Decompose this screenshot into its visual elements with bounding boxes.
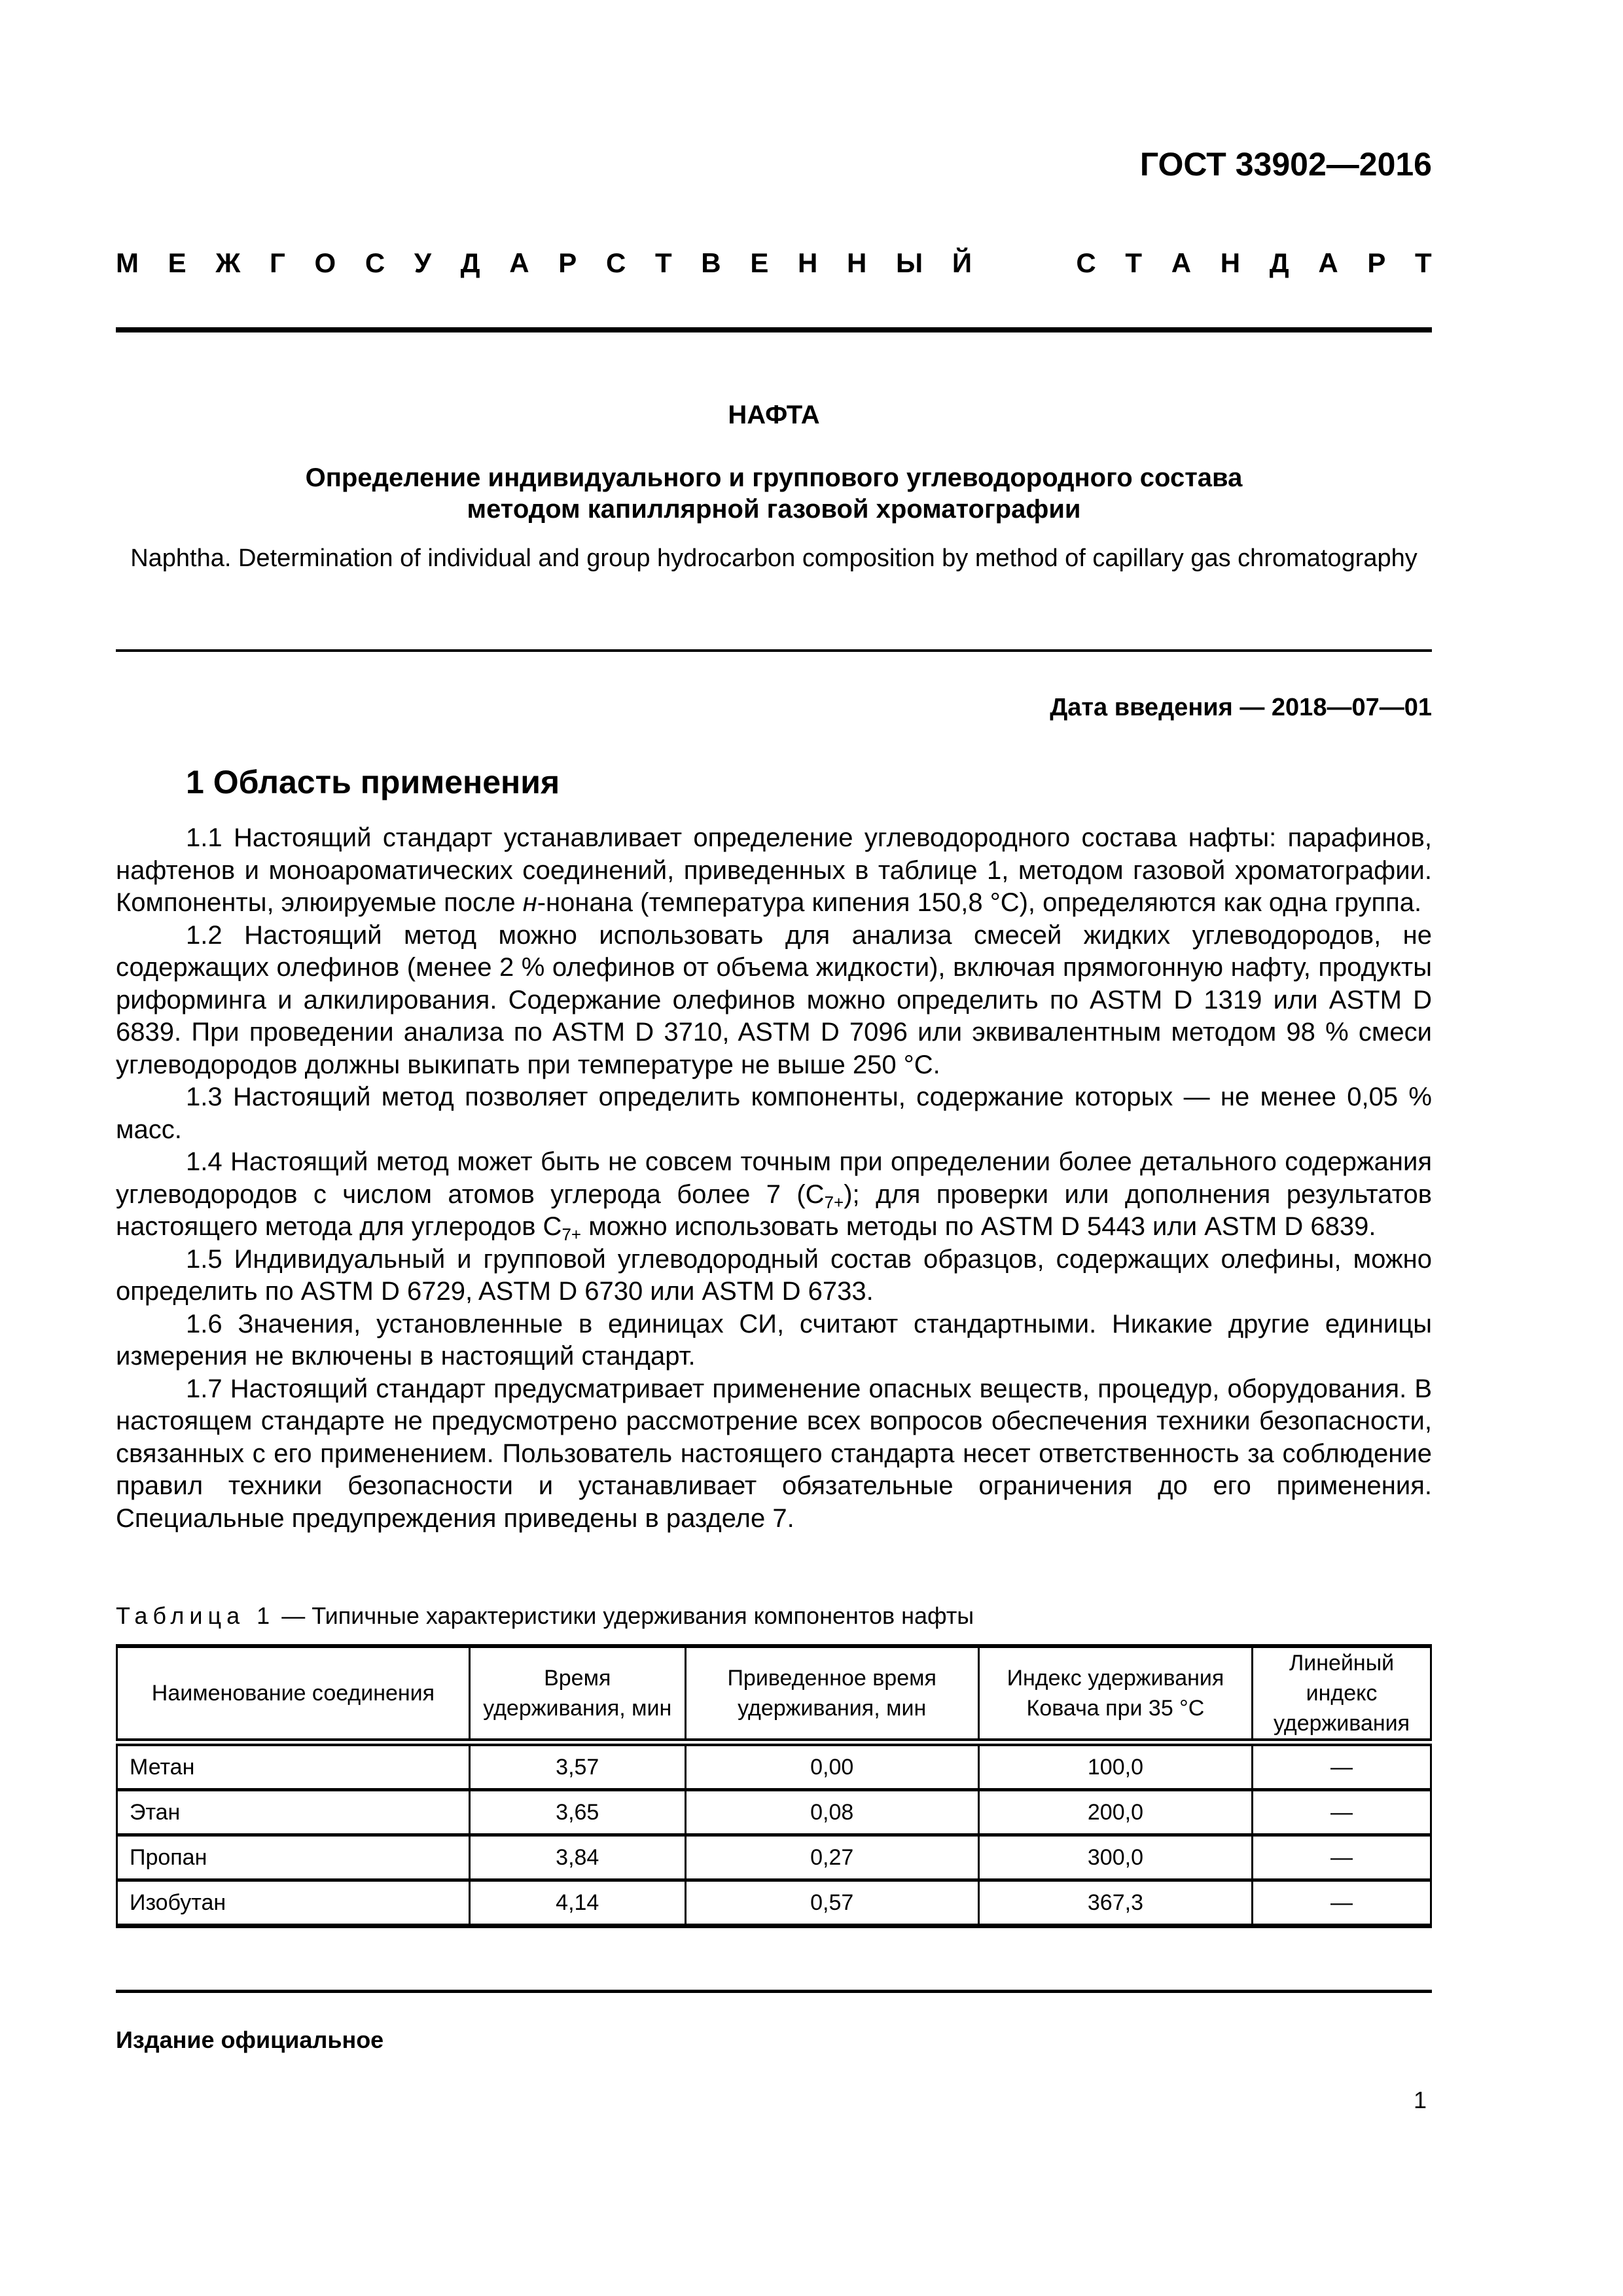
- subscript: 7+: [562, 1225, 582, 1244]
- letter: У: [414, 247, 431, 278]
- letter: Р: [1367, 247, 1386, 278]
- letter: Е: [168, 247, 187, 278]
- document-subtitle: [116, 462, 1432, 525]
- header-linear-index: Линейный индекс удерживания: [1253, 1646, 1431, 1742]
- text: -нонана (температура кипения 150,8 °С), определяются как одна группа.: [537, 888, 1422, 917]
- date-of-introduction: Дата введения — 2018—07—01: [1050, 694, 1432, 721]
- cell-linear-index: —: [1253, 1790, 1431, 1835]
- text: ); для проверки или дополнения результатов настоящего метода для углеродов С: [116, 1179, 1432, 1241]
- letter: Д: [460, 247, 480, 278]
- cell-compound: Этан: [117, 1790, 470, 1835]
- cell-retention-time: 3,65: [469, 1790, 685, 1835]
- letter: Ж: [215, 247, 241, 278]
- text: 1.4 Настоящий метод может быть не совсем точным при определении более детального содержания углеводородов с числом атомов углерода более 7 (С: [116, 1147, 1432, 1209]
- footer-rule: [116, 1990, 1432, 1993]
- table-row: [117, 1790, 1431, 1835]
- cell-retention-time: 3,84: [469, 1835, 685, 1880]
- cell-linear-index: —: [1253, 1742, 1431, 1790]
- page-number: 1: [1413, 2087, 1427, 2113]
- table-caption: [116, 1602, 974, 1630]
- cell-compound: Изобутан: [117, 1880, 470, 1926]
- letter: Н: [1220, 247, 1241, 278]
- letter: Т: [654, 247, 672, 278]
- letter: Н: [847, 247, 867, 278]
- letter: Е: [750, 247, 769, 278]
- letter: Ы: [896, 247, 923, 278]
- letter: А: [1171, 247, 1192, 278]
- paragraph-1-2: 1.2 Настоящий метод можно использовать для анализа смесей жидких углеводородов, не содержащих олефинов (менее 2 % олефинов от объема жидкости), включая прямогонную нафту, продукты риформинга и алкилирования. Содержание олефинов можно определить по ASTM D 1319 или ASTM D 6839. При проведении анализа по ASTM D 3710, ASTM D 7096 или эквивалентным методом 98 % смеси углеводородов должны выкипать при температуре не выше 250 °С.: [116, 920, 1432, 1079]
- cell-adjusted-time: 0,00: [685, 1742, 978, 1790]
- table-caption-text: — Типичные характеристики удерживания компонентов нафты: [275, 1602, 974, 1629]
- paragraph-1-3: 1.3 Настоящий метод позволяет определить компоненты, содержание которых — не менее 0,05 % масс.: [116, 1083, 1432, 1144]
- subscript: 7+: [824, 1192, 844, 1212]
- subtitle-line-1: Определение индивидуального и группового углеводородного состава: [305, 463, 1243, 492]
- header-retention-time: Время удерживания, мин: [469, 1646, 685, 1742]
- text: можно использовать методы по ASTM D 5443 или ASTM D 6839.: [581, 1212, 1376, 1241]
- letter: М: [116, 247, 139, 278]
- letter: С: [1076, 247, 1096, 278]
- letter: Т: [1415, 247, 1432, 278]
- letter: А: [1318, 247, 1338, 278]
- cell-adjusted-time: 0,57: [685, 1880, 978, 1926]
- cell-retention-time: 3,57: [469, 1742, 685, 1790]
- section-heading: 1 Область применения: [186, 764, 560, 800]
- letter: Р: [558, 247, 577, 278]
- document-code: ГОСТ 33902—2016: [1139, 146, 1432, 183]
- cell-kovats-index: 300,0: [978, 1835, 1252, 1880]
- letter: А: [509, 247, 529, 278]
- table-row: [117, 1880, 1431, 1926]
- retention-table: [116, 1644, 1432, 1928]
- table-row: [117, 1835, 1431, 1880]
- letter: Т: [1125, 247, 1143, 278]
- letter: Й: [952, 247, 972, 278]
- letter: С: [365, 247, 385, 278]
- english-title: Naphtha. Determination of individual and group hydrocarbon composition by method of capillary gas chromatography: [130, 545, 1418, 572]
- letter: Г: [270, 247, 285, 278]
- subtitle-line-2: методом капиллярной газовой хроматографии: [467, 495, 1081, 524]
- cell-retention-time: 4,14: [469, 1880, 685, 1926]
- italic-text: н: [522, 888, 537, 917]
- letter: С: [605, 247, 626, 278]
- header-adjusted-retention-time: Приведенное время удерживания, мин: [685, 1646, 978, 1742]
- section-body: [116, 822, 1432, 1535]
- header-rule: [116, 327, 1432, 332]
- cell-kovats-index: 100,0: [978, 1742, 1252, 1790]
- title-rule: [116, 649, 1432, 652]
- word-gap: [1001, 247, 1047, 279]
- cell-compound: Пропан: [117, 1835, 470, 1880]
- paragraph-1-7: 1.7 Настоящий стандарт предусматривает применение опасных веществ, процедур, оборудования. В настоящем стандарте не предусмотрено рассмотрение всех вопросов обеспечения техники безопасности, связанных с его применением. Пользователь настоящего стандарта несет ответственность за соблюдение правил техники безопасности и устанавливает обязательные ограничения до его применения. Специальные предупреждения приведены в разделе 7.: [116, 1374, 1432, 1533]
- paragraph-1-4: [116, 1146, 1432, 1244]
- letter: Н: [798, 247, 818, 278]
- paragraph-1-6: 1.6 Значения, установленные в единицах СИ, считают стандартными. Никакие другие единицы измерения не включены в настоящий стандарт.: [116, 1309, 1432, 1371]
- cell-kovats-index: 200,0: [978, 1790, 1252, 1835]
- letter: В: [701, 247, 721, 278]
- cell-adjusted-time: 0,27: [685, 1835, 978, 1880]
- paragraph-1-1: [116, 822, 1432, 920]
- letter: О: [314, 247, 336, 278]
- cell-linear-index: —: [1253, 1835, 1431, 1880]
- paragraph-1-5: 1.5 Индивидуальный и групповой углеводородный состав образцов, содержащих олефины, можно определить по ASTM D 6729, ASTM D 6730 или ASTM D 6733.: [116, 1244, 1432, 1306]
- header-kovats-index: Индекс удерживания Ковача при 35 °С: [978, 1646, 1252, 1742]
- letter: Д: [1269, 247, 1289, 278]
- cell-compound: Метан: [117, 1742, 470, 1790]
- table-header-row: [117, 1646, 1431, 1742]
- table-caption-label: Таблица 1: [116, 1602, 276, 1629]
- standard-type-heading: [116, 247, 1432, 279]
- header-compound-name: Наименование соединения: [117, 1646, 470, 1742]
- edition-note: Издание официальное: [116, 2026, 384, 2053]
- cell-kovats-index: 367,3: [978, 1880, 1252, 1926]
- document-title: НАФТА: [728, 401, 820, 429]
- cell-adjusted-time: 0,08: [685, 1790, 978, 1835]
- text: 1.1 Настоящий стандарт устанавливает определение углеводородного состава нафты: парафинов, нафтенов и моноароматических соединений, приведенных в таблице 1, методом газовой хроматографии. Компоненты, элюируемые после: [116, 823, 1432, 917]
- cell-linear-index: —: [1253, 1880, 1431, 1926]
- table-row: [117, 1742, 1431, 1790]
